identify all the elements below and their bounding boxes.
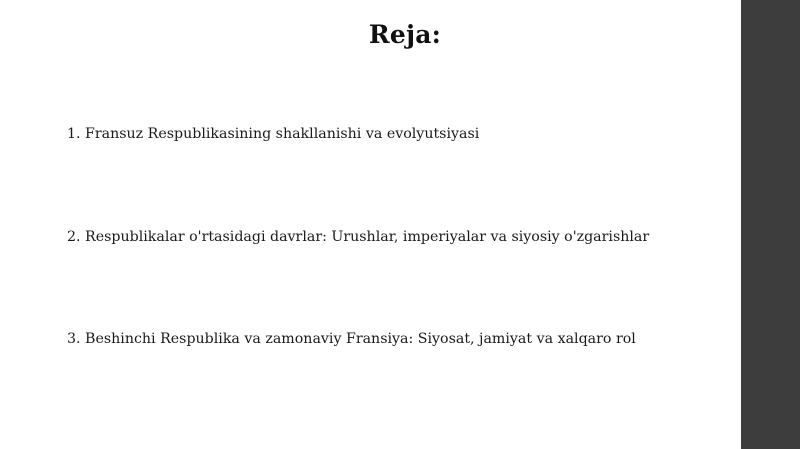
side-panel [741, 0, 800, 449]
plan-item-1: 1. Fransuz Respublikasining shakllanishi va evolyutsiyasi [67, 126, 480, 142]
plan-item-3: 3. Beshinchi Respublika va zamonaviy Fransiya: Siyosat, jamiyat va xalqaro rol [67, 331, 636, 347]
slide-title: Reja: [368, 20, 442, 49]
plan-item-2: 2. Respublikalar o'rtasidagi davrlar: Urushlar, imperiyalar va siyosiy o'zgarishlar [67, 229, 650, 245]
